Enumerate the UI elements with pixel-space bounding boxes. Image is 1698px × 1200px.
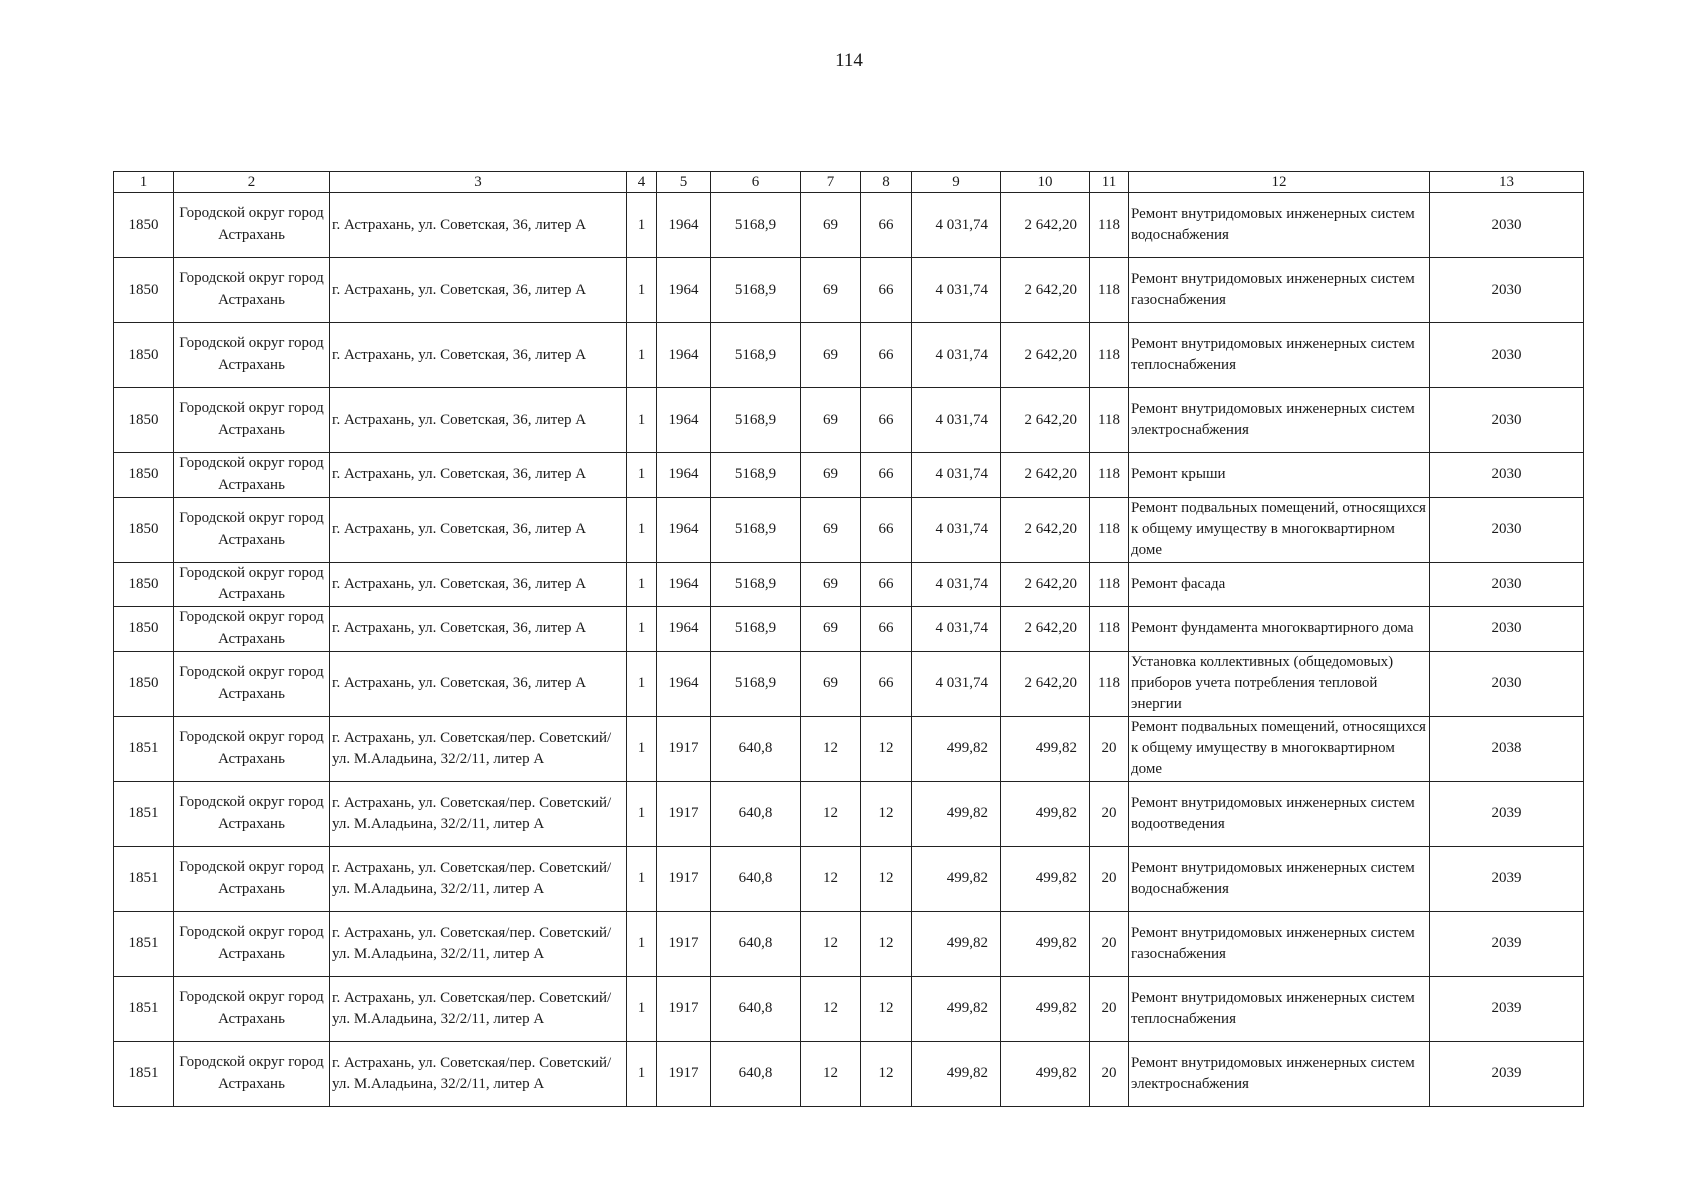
work-type-cell: Ремонт внутридомовых инженерных систем газоснабжения	[1129, 911, 1430, 976]
row-id-cell: 1850	[114, 562, 174, 607]
year-cell: 1964	[657, 562, 711, 607]
residents-cell: 12	[861, 1041, 912, 1106]
total-area-cell: 499,82	[912, 716, 1001, 781]
address-cell: г. Астрахань, ул. Советская/пер. Советский/ ул. М.Аладьина, 32/2/11, литер А	[330, 976, 627, 1041]
living-area-cell: 2 642,20	[1001, 562, 1090, 607]
people-cell: 20	[1090, 911, 1129, 976]
work-type-cell: Ремонт внутридомовых инженерных систем электроснабжения	[1129, 388, 1430, 453]
year-planned-cell: 2030	[1430, 388, 1584, 453]
work-type-cell: Ремонт внутридомовых инженерных систем электроснабжения	[1129, 1041, 1430, 1106]
row-id-cell: 1850	[114, 651, 174, 716]
people-cell: 118	[1090, 607, 1129, 652]
address-cell: г. Астрахань, ул. Советская, 36, литер А	[330, 323, 627, 388]
municipality-cell: Городской округ город Астрахань	[174, 651, 330, 716]
address-cell: г. Астрахань, ул. Советская/пер. Советский/ ул. М.Аладьина, 32/2/11, литер А	[330, 716, 627, 781]
total-area-cell: 499,82	[912, 976, 1001, 1041]
residents-cell: 12	[861, 846, 912, 911]
people-cell: 20	[1090, 976, 1129, 1041]
year-planned-cell: 2039	[1430, 1041, 1584, 1106]
count-cell: 1	[627, 716, 657, 781]
total-area-cell: 4 031,74	[912, 651, 1001, 716]
apartments-cell: 69	[801, 651, 861, 716]
year-cell: 1964	[657, 651, 711, 716]
residents-cell: 66	[861, 388, 912, 453]
table-row	[114, 911, 1584, 976]
count-cell: 1	[627, 976, 657, 1041]
total-area-cell: 4 031,74	[912, 323, 1001, 388]
column-header: 5	[657, 172, 711, 193]
work-type-cell: Ремонт подвальных помещений, относящихся к общему имуществу в многоквартирном доме	[1129, 716, 1430, 781]
work-type-cell: Ремонт внутридомовых инженерных систем водоснабжения	[1129, 193, 1430, 258]
total-area-cell: 4 031,74	[912, 258, 1001, 323]
year-cell: 1917	[657, 1041, 711, 1106]
living-area-cell: 499,82	[1001, 976, 1090, 1041]
table-row	[114, 193, 1584, 258]
column-header: 10	[1001, 172, 1090, 193]
year-cell: 1917	[657, 781, 711, 846]
column-header: 3	[330, 172, 627, 193]
page-number: 114	[835, 50, 863, 71]
people-cell: 118	[1090, 193, 1129, 258]
municipality-cell: Городской округ город Астрахань	[174, 453, 330, 498]
work-type-cell: Ремонт крыши	[1129, 453, 1430, 498]
people-cell: 118	[1090, 497, 1129, 562]
apartments-cell: 69	[801, 388, 861, 453]
row-id-cell: 1850	[114, 607, 174, 652]
residents-cell: 66	[861, 497, 912, 562]
table-row	[114, 716, 1584, 781]
people-cell: 118	[1090, 258, 1129, 323]
area-cell: 5168,9	[711, 258, 801, 323]
municipality-cell: Городской округ город Астрахань	[174, 607, 330, 652]
count-cell: 1	[627, 562, 657, 607]
year-cell: 1964	[657, 388, 711, 453]
people-cell: 118	[1090, 453, 1129, 498]
column-header: 6	[711, 172, 801, 193]
residents-cell: 66	[861, 258, 912, 323]
area-cell: 5168,9	[711, 193, 801, 258]
apartments-cell: 69	[801, 453, 861, 498]
apartments-cell: 69	[801, 562, 861, 607]
address-cell: г. Астрахань, ул. Советская, 36, литер А	[330, 562, 627, 607]
municipality-cell: Городской округ город Астрахань	[174, 846, 330, 911]
living-area-cell: 2 642,20	[1001, 258, 1090, 323]
residents-cell: 66	[861, 193, 912, 258]
row-id-cell: 1851	[114, 976, 174, 1041]
municipality-cell: Городской округ город Астрахань	[174, 781, 330, 846]
total-area-cell: 4 031,74	[912, 453, 1001, 498]
row-id-cell: 1851	[114, 781, 174, 846]
count-cell: 1	[627, 846, 657, 911]
count-cell: 1	[627, 607, 657, 652]
living-area-cell: 2 642,20	[1001, 651, 1090, 716]
row-id-cell: 1850	[114, 323, 174, 388]
municipality-cell: Городской округ город Астрахань	[174, 193, 330, 258]
municipality-cell: Городской округ город Астрахань	[174, 1041, 330, 1106]
count-cell: 1	[627, 258, 657, 323]
apartments-cell: 12	[801, 1041, 861, 1106]
address-cell: г. Астрахань, ул. Советская, 36, литер А	[330, 193, 627, 258]
living-area-cell: 2 642,20	[1001, 193, 1090, 258]
total-area-cell: 4 031,74	[912, 388, 1001, 453]
year-cell: 1917	[657, 911, 711, 976]
area-cell: 5168,9	[711, 323, 801, 388]
work-type-cell: Ремонт подвальных помещений, относящихся к общему имуществу в многоквартирном доме	[1129, 497, 1430, 562]
column-header: 9	[912, 172, 1001, 193]
column-header: 8	[861, 172, 912, 193]
year-planned-cell: 2039	[1430, 846, 1584, 911]
municipality-cell: Городской округ город Астрахань	[174, 976, 330, 1041]
year-cell: 1964	[657, 193, 711, 258]
area-cell: 5168,9	[711, 497, 801, 562]
year-planned-cell: 2030	[1430, 193, 1584, 258]
table-row	[114, 781, 1584, 846]
table-row	[114, 976, 1584, 1041]
municipality-cell: Городской округ город Астрахань	[174, 716, 330, 781]
living-area-cell: 499,82	[1001, 781, 1090, 846]
work-type-cell: Ремонт внутридомовых инженерных систем теплоснабжения	[1129, 323, 1430, 388]
apartments-cell: 69	[801, 323, 861, 388]
people-cell: 20	[1090, 846, 1129, 911]
table-header	[114, 172, 1584, 193]
area-cell: 640,8	[711, 976, 801, 1041]
table-row	[114, 846, 1584, 911]
address-cell: г. Астрахань, ул. Советская, 36, литер А	[330, 651, 627, 716]
address-cell: г. Астрахань, ул. Советская/пер. Советский/ ул. М.Аладьина, 32/2/11, литер А	[330, 1041, 627, 1106]
residents-cell: 66	[861, 607, 912, 652]
row-id-cell: 1851	[114, 1041, 174, 1106]
table-row	[114, 607, 1584, 652]
address-cell: г. Астрахань, ул. Советская/пер. Советский/ ул. М.Аладьина, 32/2/11, литер А	[330, 846, 627, 911]
table-row	[114, 562, 1584, 607]
year-cell: 1964	[657, 258, 711, 323]
column-number-row	[114, 172, 1584, 193]
column-header: 12	[1129, 172, 1430, 193]
apartments-cell: 12	[801, 781, 861, 846]
address-cell: г. Астрахань, ул. Советская, 36, литер А	[330, 453, 627, 498]
living-area-cell: 499,82	[1001, 716, 1090, 781]
row-id-cell: 1850	[114, 193, 174, 258]
year-planned-cell: 2039	[1430, 911, 1584, 976]
total-area-cell: 499,82	[912, 911, 1001, 976]
people-cell: 20	[1090, 781, 1129, 846]
work-type-cell: Установка коллективных (общедомовых) приборов учета потребления тепловой энергии	[1129, 651, 1430, 716]
municipality-cell: Городской округ город Астрахань	[174, 562, 330, 607]
work-type-cell: Ремонт внутридомовых инженерных систем водоснабжения	[1129, 846, 1430, 911]
table-row	[114, 497, 1584, 562]
apartments-cell: 69	[801, 497, 861, 562]
count-cell: 1	[627, 781, 657, 846]
residents-cell: 66	[861, 562, 912, 607]
apartments-cell: 12	[801, 911, 861, 976]
address-cell: г. Астрахань, ул. Советская/пер. Советский/ ул. М.Аладьина, 32/2/11, литер А	[330, 781, 627, 846]
count-cell: 1	[627, 193, 657, 258]
municipality-cell: Городской округ город Астрахань	[174, 258, 330, 323]
address-cell: г. Астрахань, ул. Советская, 36, литер А	[330, 607, 627, 652]
apartments-cell: 12	[801, 716, 861, 781]
residents-cell: 12	[861, 781, 912, 846]
area-cell: 5168,9	[711, 388, 801, 453]
year-planned-cell: 2030	[1430, 497, 1584, 562]
year-cell: 1917	[657, 716, 711, 781]
year-cell: 1964	[657, 607, 711, 652]
address-cell: г. Астрахань, ул. Советская, 36, литер А	[330, 388, 627, 453]
residents-cell: 12	[861, 716, 912, 781]
area-cell: 640,8	[711, 1041, 801, 1106]
count-cell: 1	[627, 911, 657, 976]
table-row	[114, 388, 1584, 453]
area-cell: 640,8	[711, 911, 801, 976]
work-type-cell: Ремонт внутридомовых инженерных систем теплоснабжения	[1129, 976, 1430, 1041]
column-header: 11	[1090, 172, 1129, 193]
people-cell: 20	[1090, 716, 1129, 781]
work-type-cell: Ремонт внутридомовых инженерных систем газоснабжения	[1129, 258, 1430, 323]
total-area-cell: 4 031,74	[912, 193, 1001, 258]
year-cell: 1964	[657, 497, 711, 562]
column-header: 2	[174, 172, 330, 193]
total-area-cell: 4 031,74	[912, 497, 1001, 562]
residents-cell: 66	[861, 651, 912, 716]
area-cell: 5168,9	[711, 607, 801, 652]
count-cell: 1	[627, 453, 657, 498]
year-planned-cell: 2030	[1430, 607, 1584, 652]
row-id-cell: 1851	[114, 716, 174, 781]
year-planned-cell: 2030	[1430, 651, 1584, 716]
column-header: 7	[801, 172, 861, 193]
area-cell: 640,8	[711, 716, 801, 781]
residents-cell: 12	[861, 976, 912, 1041]
year-planned-cell: 2030	[1430, 323, 1584, 388]
total-area-cell: 4 031,74	[912, 562, 1001, 607]
year-planned-cell: 2039	[1430, 781, 1584, 846]
people-cell: 118	[1090, 323, 1129, 388]
residents-cell: 66	[861, 453, 912, 498]
table-row	[114, 1041, 1584, 1106]
living-area-cell: 499,82	[1001, 911, 1090, 976]
municipality-cell: Городской округ город Астрахань	[174, 911, 330, 976]
row-id-cell: 1851	[114, 846, 174, 911]
year-cell: 1964	[657, 453, 711, 498]
year-cell: 1964	[657, 323, 711, 388]
row-id-cell: 1850	[114, 258, 174, 323]
area-cell: 5168,9	[711, 651, 801, 716]
people-cell: 118	[1090, 388, 1129, 453]
capital-repair-table	[113, 171, 1584, 1107]
living-area-cell: 499,82	[1001, 1041, 1090, 1106]
residents-cell: 12	[861, 911, 912, 976]
living-area-cell: 2 642,20	[1001, 497, 1090, 562]
table-row	[114, 453, 1584, 498]
table-body	[114, 193, 1584, 1107]
row-id-cell: 1851	[114, 911, 174, 976]
column-header: 1	[114, 172, 174, 193]
row-id-cell: 1850	[114, 388, 174, 453]
table-row	[114, 651, 1584, 716]
total-area-cell: 499,82	[912, 781, 1001, 846]
living-area-cell: 2 642,20	[1001, 607, 1090, 652]
column-header: 4	[627, 172, 657, 193]
apartments-cell: 69	[801, 258, 861, 323]
people-cell: 20	[1090, 1041, 1129, 1106]
work-type-cell: Ремонт внутридомовых инженерных систем водоотведения	[1129, 781, 1430, 846]
column-header: 13	[1430, 172, 1584, 193]
work-type-cell: Ремонт фундамента многоквартирного дома	[1129, 607, 1430, 652]
municipality-cell: Городской округ город Астрахань	[174, 497, 330, 562]
apartments-cell: 69	[801, 193, 861, 258]
count-cell: 1	[627, 651, 657, 716]
municipality-cell: Городской округ город Астрахань	[174, 388, 330, 453]
year-cell: 1917	[657, 976, 711, 1041]
total-area-cell: 499,82	[912, 846, 1001, 911]
area-cell: 640,8	[711, 781, 801, 846]
area-cell: 5168,9	[711, 453, 801, 498]
table-row	[114, 258, 1584, 323]
people-cell: 118	[1090, 562, 1129, 607]
count-cell: 1	[627, 497, 657, 562]
living-area-cell: 2 642,20	[1001, 453, 1090, 498]
living-area-cell: 2 642,20	[1001, 323, 1090, 388]
people-cell: 118	[1090, 651, 1129, 716]
year-cell: 1917	[657, 846, 711, 911]
area-cell: 640,8	[711, 846, 801, 911]
work-type-cell: Ремонт фасада	[1129, 562, 1430, 607]
count-cell: 1	[627, 1041, 657, 1106]
row-id-cell: 1850	[114, 497, 174, 562]
row-id-cell: 1850	[114, 453, 174, 498]
municipality-cell: Городской округ город Астрахань	[174, 323, 330, 388]
residents-cell: 66	[861, 323, 912, 388]
address-cell: г. Астрахань, ул. Советская, 36, литер А	[330, 258, 627, 323]
year-planned-cell: 2030	[1430, 453, 1584, 498]
apartments-cell: 12	[801, 976, 861, 1041]
apartments-cell: 69	[801, 607, 861, 652]
total-area-cell: 4 031,74	[912, 607, 1001, 652]
count-cell: 1	[627, 388, 657, 453]
apartments-cell: 12	[801, 846, 861, 911]
year-planned-cell: 2030	[1430, 562, 1584, 607]
living-area-cell: 499,82	[1001, 846, 1090, 911]
address-cell: г. Астрахань, ул. Советская/пер. Советский/ ул. М.Аладьина, 32/2/11, литер А	[330, 911, 627, 976]
address-cell: г. Астрахань, ул. Советская, 36, литер А	[330, 497, 627, 562]
year-planned-cell: 2030	[1430, 258, 1584, 323]
area-cell: 5168,9	[711, 562, 801, 607]
total-area-cell: 499,82	[912, 1041, 1001, 1106]
count-cell: 1	[627, 323, 657, 388]
living-area-cell: 2 642,20	[1001, 388, 1090, 453]
year-planned-cell: 2038	[1430, 716, 1584, 781]
year-planned-cell: 2039	[1430, 976, 1584, 1041]
table-row	[114, 323, 1584, 388]
